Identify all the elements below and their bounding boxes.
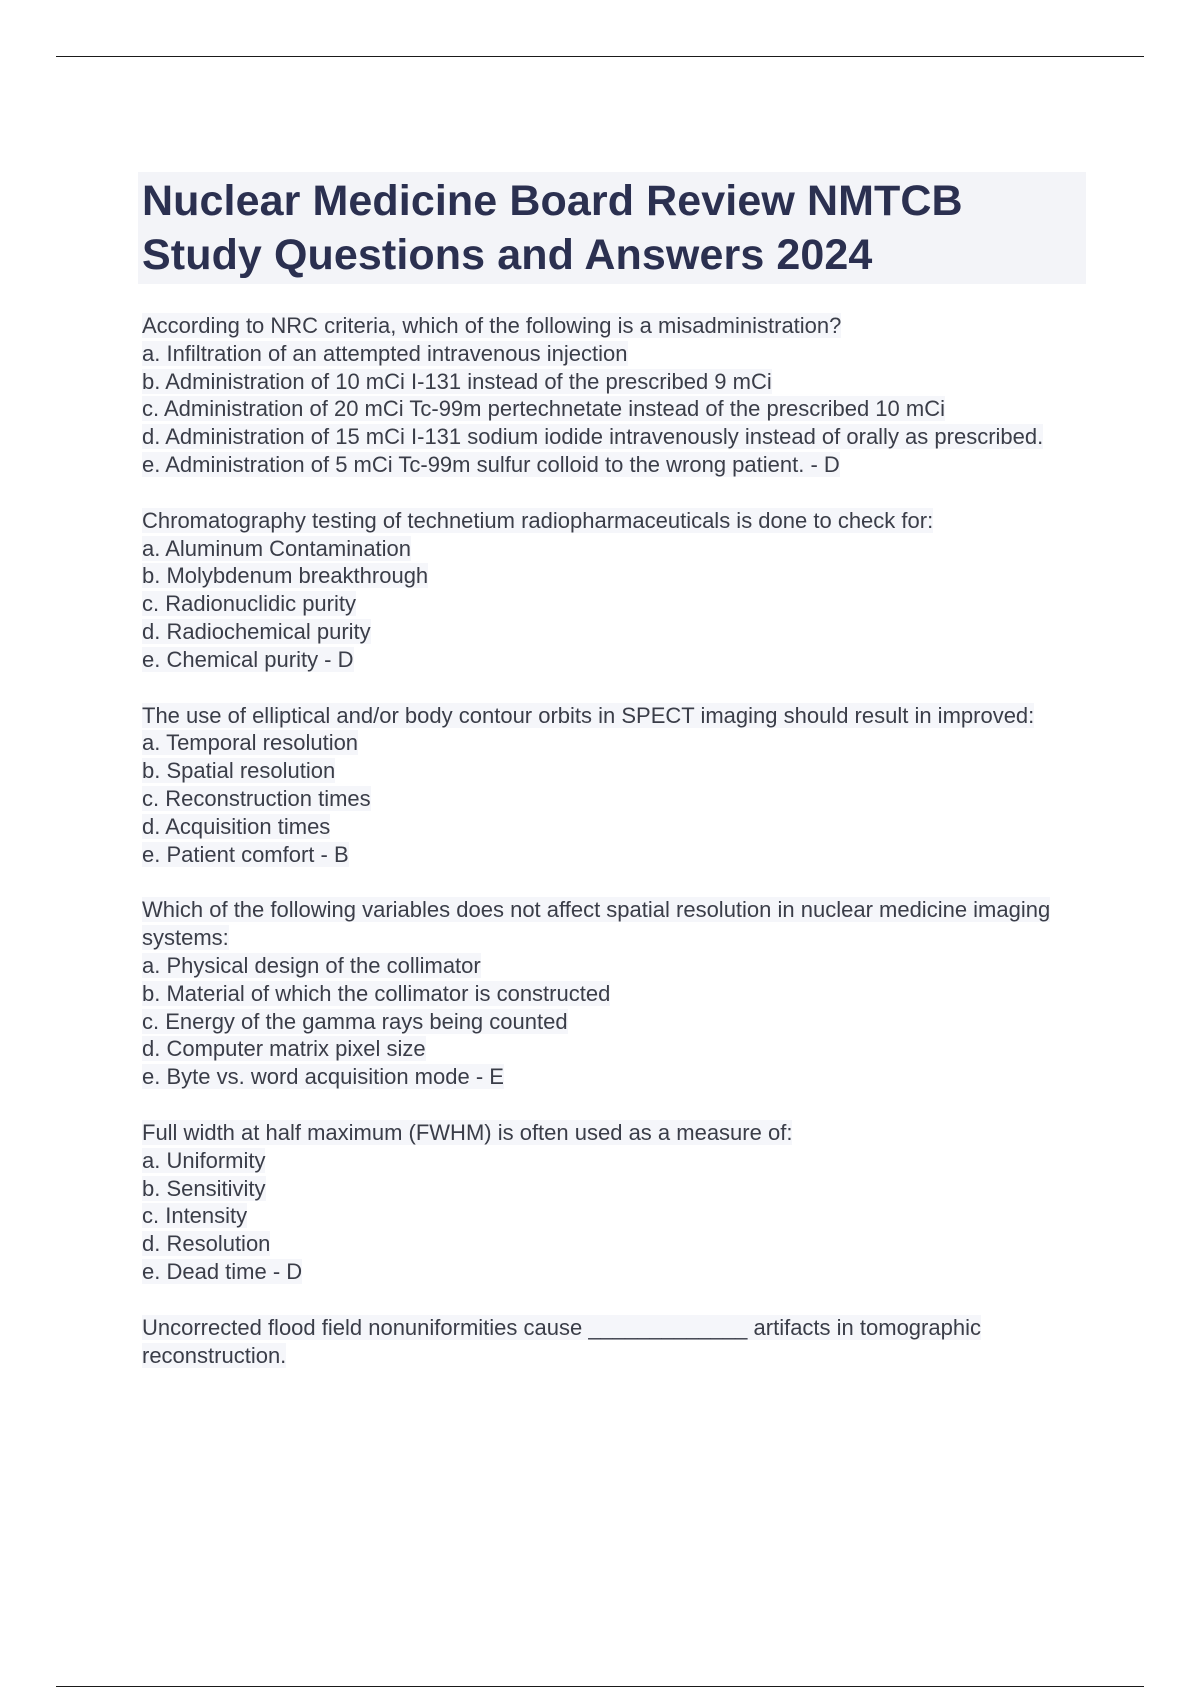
question-text	[142, 312, 1092, 340]
question-text-content: According to NRC criteria, which of the following is a misadministration?	[142, 313, 842, 338]
question-text	[142, 1314, 1092, 1370]
answer-option-text: a. Aluminum Contamination	[142, 535, 412, 561]
answer-option	[142, 1202, 1092, 1230]
page-content	[142, 172, 1092, 1397]
answer-option-text: c. Radionuclidic purity	[142, 591, 356, 617]
answer-option	[142, 813, 1092, 841]
question-block	[142, 1119, 1092, 1286]
question-text-content: Full width at half maximum (FWHM) is often used as a measure of:	[142, 1119, 793, 1145]
answer-option-text: b. Administration of 10 mCi I-131 instead of the prescribed 9 mCi	[142, 368, 772, 394]
question-text-content: Which of the following variables does not affect spatial resolution in nuclear medicine imaging systems:	[142, 897, 1051, 951]
answer-option-text: d. Computer matrix pixel size	[142, 1036, 426, 1062]
answer-option-text: d. Acquisition times	[142, 813, 331, 839]
answer-option-text: c. Reconstruction times	[142, 785, 371, 811]
answer-option-text: d. Administration of 15 mCi I-131 sodium iodide intravenously instead of orally as prescribed.	[142, 424, 1044, 450]
question-block	[142, 1314, 1092, 1370]
answer-option	[142, 785, 1092, 813]
answer-option	[142, 952, 1092, 980]
title-block	[138, 172, 1086, 284]
answer-option-text: c. Energy of the gamma rays being counted	[142, 1008, 568, 1034]
question-text	[142, 896, 1092, 952]
question-text	[142, 1119, 1092, 1147]
answer-option-text: d. Resolution	[142, 1231, 271, 1257]
answer-option	[142, 1035, 1092, 1063]
answer-option	[142, 562, 1092, 590]
answer-option-text: e. Patient comfort - B	[142, 841, 349, 867]
answer-option	[142, 646, 1092, 674]
question-text	[142, 507, 1092, 535]
answer-option-text: a. Physical design of the collimator	[142, 952, 481, 978]
answer-option-text: e. Administration of 5 mCi Tc-99m sulfur colloid to the wrong patient. - D	[142, 451, 840, 477]
answer-option-text: b. Molybdenum breakthrough	[142, 563, 429, 589]
answer-option	[142, 368, 1092, 396]
answer-option-text: b. Spatial resolution	[142, 758, 336, 784]
answer-option-text: c. Intensity	[142, 1203, 248, 1229]
title-line-1: Nuclear Medicine Board Review NMTCB	[142, 177, 963, 225]
question-text-content: Chromatography testing of technetium radiopharmaceuticals is done to check for:	[142, 507, 934, 533]
answer-option	[142, 1230, 1092, 1258]
answer-option	[142, 729, 1092, 757]
page-title	[142, 174, 1082, 282]
answer-option	[142, 451, 1092, 479]
question-text-content: Uncorrected flood field nonuniformities cause _____________ artifacts in tomographic reconstruction.	[142, 1314, 981, 1368]
title-line-2: Study Questions and Answers 2024	[142, 231, 873, 279]
answer-option-text: e. Chemical purity - D	[142, 646, 354, 672]
question-block	[142, 312, 1092, 479]
question-block	[142, 702, 1092, 869]
answer-option	[142, 1008, 1092, 1036]
question-list	[142, 312, 1092, 1369]
answer-option	[142, 1063, 1092, 1091]
answer-option-text: d. Radiochemical purity	[142, 618, 371, 644]
answer-option	[142, 980, 1092, 1008]
footer-rule	[56, 1686, 1144, 1687]
answer-option-text: b. Material of which the collimator is constructed	[142, 980, 611, 1006]
answer-option	[142, 1147, 1092, 1175]
answer-option	[142, 395, 1092, 423]
answer-option	[142, 757, 1092, 785]
answer-option-text: e. Byte vs. word acquisition mode - E	[142, 1064, 504, 1090]
question-text	[142, 702, 1092, 730]
answer-option	[142, 423, 1092, 451]
question-block	[142, 896, 1092, 1091]
answer-option-text: b. Sensitivity	[142, 1175, 266, 1201]
answer-option	[142, 590, 1092, 618]
answer-option	[142, 1175, 1092, 1203]
answer-option	[142, 618, 1092, 646]
header-rule	[56, 56, 1144, 57]
answer-option-text: a. Infiltration of an attempted intravenous injection	[142, 340, 628, 366]
answer-option-text: a. Uniformity	[142, 1147, 266, 1173]
answer-option	[142, 1258, 1092, 1286]
answer-option	[142, 340, 1092, 368]
question-block	[142, 507, 1092, 674]
question-text-content: The use of elliptical and/or body contour orbits in SPECT imaging should result in improved:	[142, 702, 1035, 728]
answer-option	[142, 535, 1092, 563]
answer-option-text: a. Temporal resolution	[142, 730, 359, 756]
answer-option-text: c. Administration of 20 mCi Tc-99m pertechnetate instead of the prescribed 10 mCi	[142, 396, 945, 422]
answer-option	[142, 841, 1092, 869]
answer-option-text: e. Dead time - D	[142, 1258, 303, 1284]
